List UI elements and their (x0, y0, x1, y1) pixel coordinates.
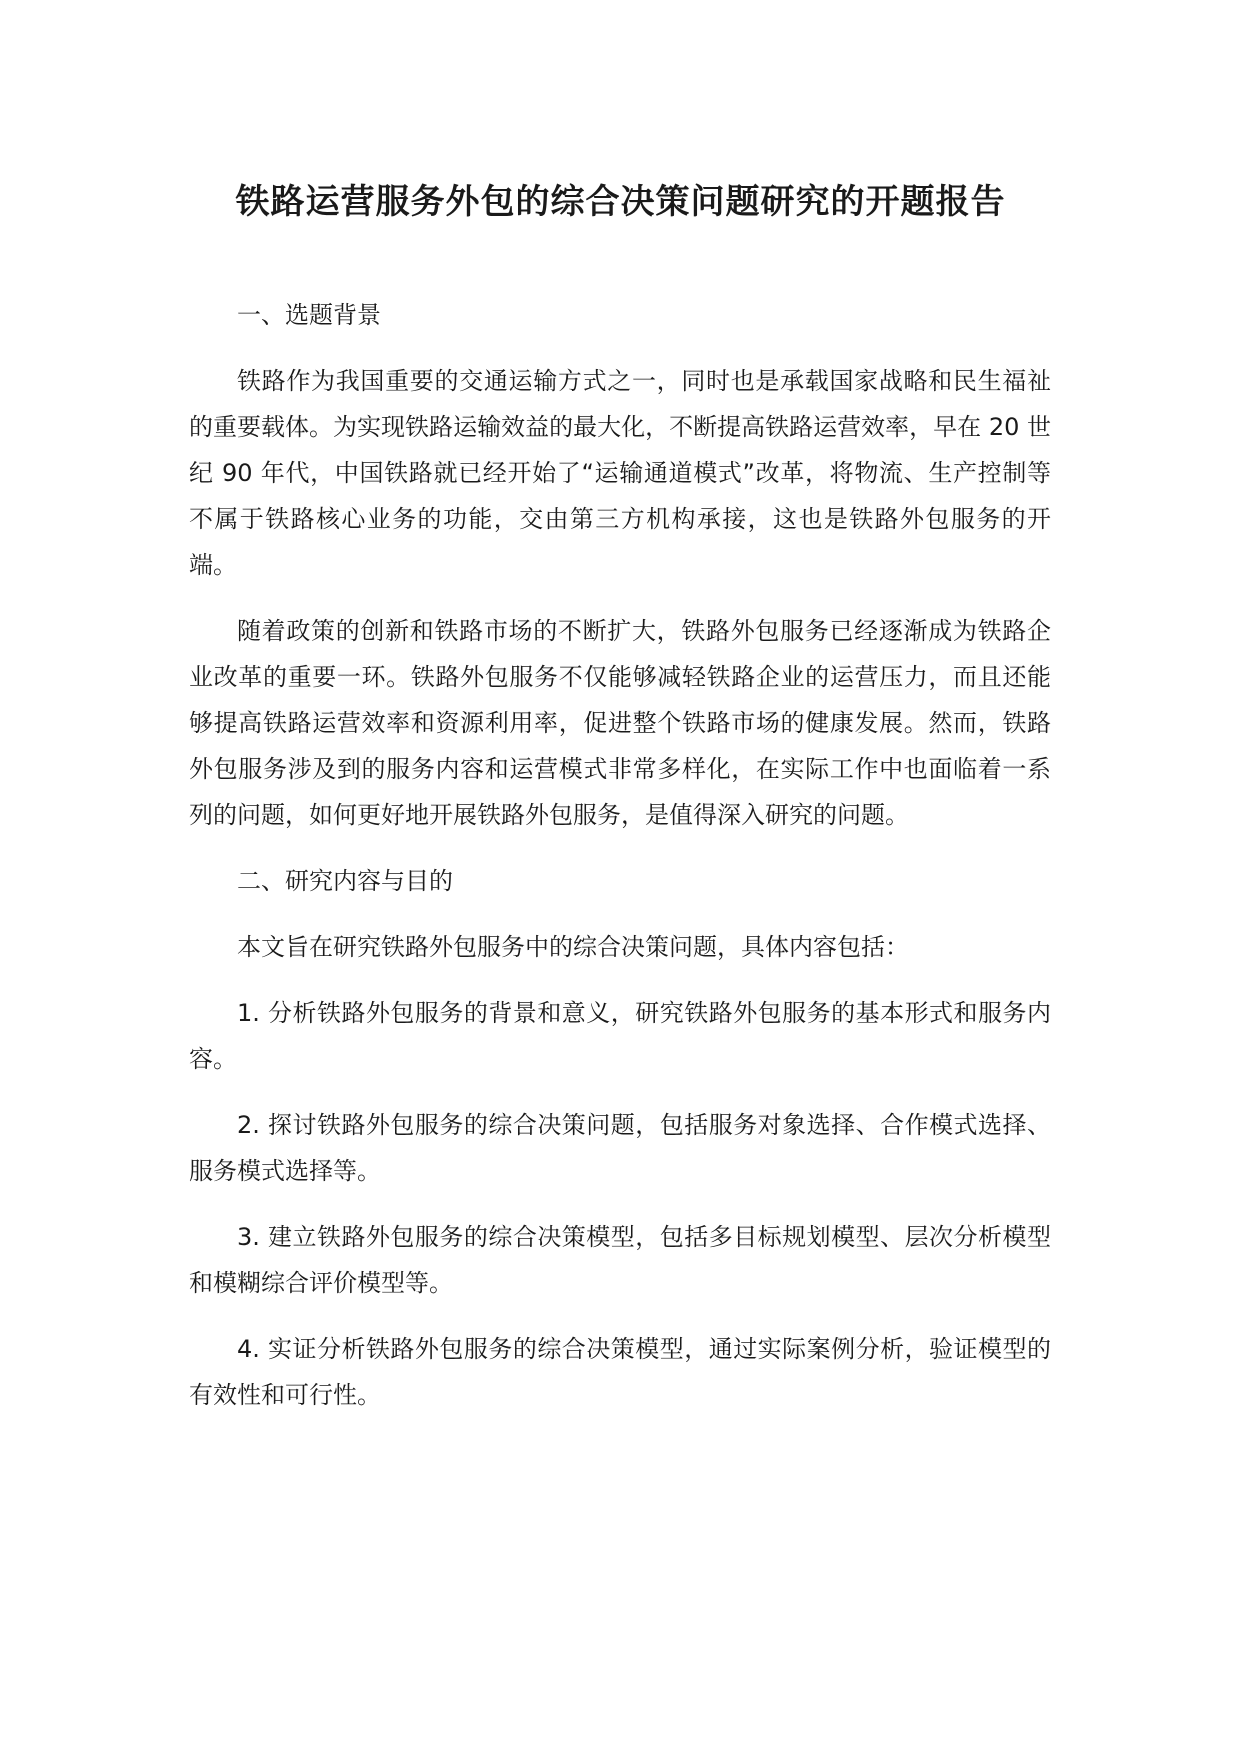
background-paragraph-1: 铁路作为我国重要的交通运输方式之一，同时也是承载国家战略和民生福祉的重要载体。为实现铁路运输效益的最大化，不断提高铁路运营效率，早在 20 世纪 90 年代，中国铁路就已经开始了“运输通道模式”改革，将物流、生产控制等不属于铁路核心业务的功能，交由第三方机构承接，这也是铁路外包服务的开端。 (189, 367, 1051, 579)
document-body (189, 292, 1051, 1438)
section-heading-research-content: 二、研究内容与目的 (237, 867, 453, 895)
research-item-1: 1. 分析铁路外包服务的背景和意义，研究铁路外包服务的基本形式和服务内容。 (189, 999, 1051, 1073)
research-intro-paragraph: 本文旨在研究铁路外包服务中的综合决策问题，具体内容包括： (237, 933, 909, 961)
background-paragraph-2: 随着政策的创新和铁路市场的不断扩大，铁路外包服务已经逐渐成为铁路企业改革的重要一环。铁路外包服务不仅能够减轻铁路企业的运营压力，而且还能够提高铁路运营效率和资源利用率，促进整个铁路市场的健康发展。然而，铁路外包服务涉及到的服务内容和运营模式非常多样化，在实际工作中也面临着一系列的问题，如何更好地开展铁路外包服务，是值得深入研究的问题。 (189, 617, 1051, 829)
document-title: 铁路运营服务外包的综合决策问题研究的开题报告 (235, 182, 1006, 222)
section-heading-background: 一、选题背景 (237, 301, 381, 329)
research-item-4: 4. 实证分析铁路外包服务的综合决策模型，通过实际案例分析，验证模型的有效性和可行性。 (189, 1335, 1051, 1409)
research-item-2: 2. 探讨铁路外包服务的综合决策问题，包括服务对象选择、合作模式选择、服务模式选择等。 (189, 1111, 1051, 1185)
research-item-3: 3. 建立铁路外包服务的综合决策模型，包括多目标规划模型、层次分析模型和模糊综合评价模型等。 (189, 1223, 1051, 1297)
